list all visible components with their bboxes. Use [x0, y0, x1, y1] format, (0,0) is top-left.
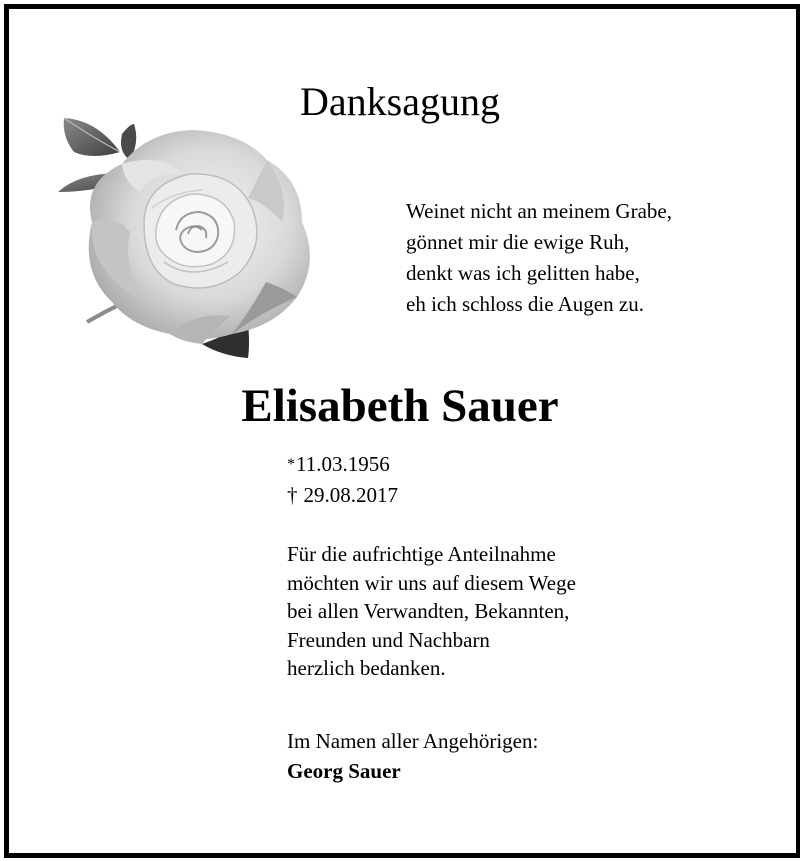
message-line: möchten wir uns auf diesem Wege: [287, 570, 576, 595]
signature-block: [287, 726, 538, 786]
message-line: Freunden und Nachbarn: [287, 627, 490, 652]
death-row: [287, 480, 398, 511]
birth-date: 11.03.1956: [296, 452, 390, 476]
rose-icon: [52, 112, 332, 362]
birth-star-icon: *: [287, 456, 295, 473]
closing-line: Im Namen aller Angehörigen:: [287, 729, 539, 753]
poem-line: Weinet nicht an meinem Grabe,: [406, 199, 672, 223]
signer-name: Georg Sauer: [287, 759, 401, 783]
birth-row: [287, 449, 398, 480]
death-date: 29.08.2017: [303, 483, 398, 507]
cross-icon: †: [287, 483, 298, 507]
poem-line: eh ich schloss die Augen zu.: [406, 292, 644, 316]
poem-line: gönnet mir die ewige Ruh,: [406, 230, 630, 254]
notice-heading: Danksagung: [300, 79, 500, 124]
poem-line: denkt was ich gelitten habe,: [406, 261, 640, 285]
deceased-name: Elisabeth Sauer: [241, 380, 559, 432]
thank-you-message: [287, 540, 576, 683]
message-line: bei allen Verwandten, Bekannten,: [287, 599, 570, 623]
poem-verse: [406, 196, 672, 320]
life-dates: [287, 449, 398, 511]
message-line: herzlich bedanken.: [287, 656, 446, 680]
message-line: Für die aufrichtige Anteilnahme: [287, 542, 556, 566]
